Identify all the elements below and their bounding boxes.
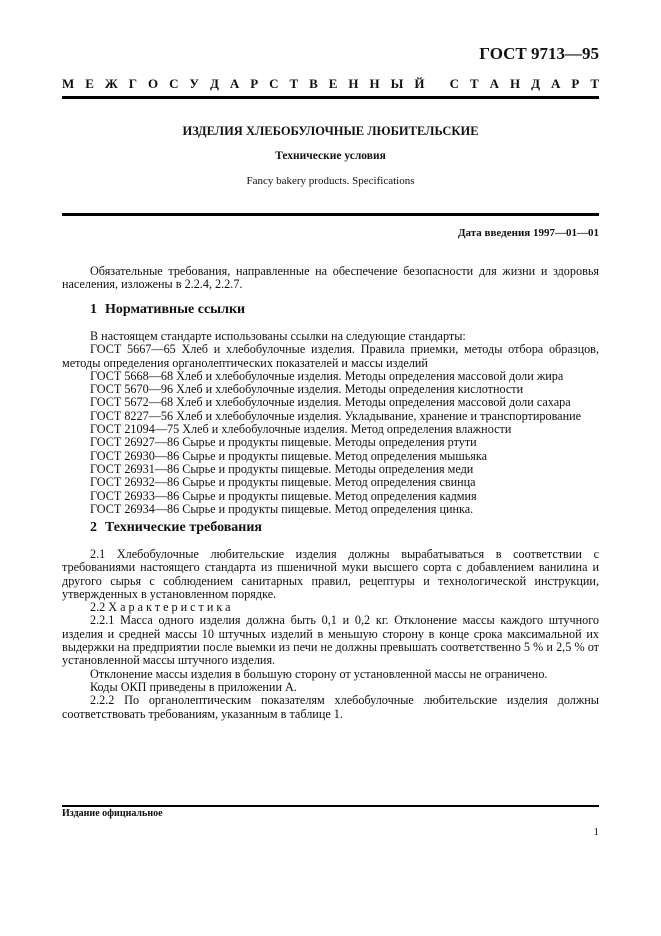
section-1-number: 1 xyxy=(90,302,97,317)
reference-item: ГОСТ 21094—75 Хлеб и хлебобулочные изделия. Метод определения влажности xyxy=(90,422,512,437)
page-number: 1 xyxy=(593,826,599,838)
reference-item: ГОСТ 26933—86 Сырье и продукты пищевые. Метод определения кадмия xyxy=(90,488,477,503)
banner-letter: Т xyxy=(590,76,599,91)
banner-letter: А xyxy=(489,76,500,91)
banner-letter: Д xyxy=(531,76,541,91)
banner-letter: Р xyxy=(250,76,259,91)
banner-letter: Й xyxy=(414,76,425,91)
reference-item: ГОСТ 26927—86 Сырье и продукты пищевые. Методы определения ртути xyxy=(90,435,477,450)
banner-letter: Т xyxy=(289,76,299,91)
paragraph-deviation: Отклонение массы изделия в большую сторону от установленной массы не ограничено. xyxy=(90,666,548,681)
banner-letter: Ы xyxy=(390,76,404,91)
paragraph-2-2-1: 2.2.1 Масса одного изделия должна быть 0,1 и 0,2 кг. Отклонение массы каждого штучного изделия и средней массы 10 штучных изделий в меньшую сторону в конце срока максимальной их выдержки на предприятии после выемки из печи не должны превышать соответственно 5 % и 2,5 % от установленной массы штучного изделия. xyxy=(62,613,599,668)
paragraph-2-2-title: Характеристика xyxy=(108,600,234,615)
document-subtitle: Технические условия xyxy=(275,150,386,162)
paragraph-2-2-2: 2.2.2 По органолептическим показателям хлебобулочные любительские изделия должны соответствовать требованиям, указанным в таблице 1. xyxy=(62,693,599,721)
footer-rule xyxy=(62,805,599,807)
banner-letter: Н xyxy=(369,76,380,91)
paragraph-2-2-number: 2.2 xyxy=(90,600,106,615)
banner-letter: У xyxy=(189,76,199,91)
reference-item: ГОСТ 5667—65 Хлеб и хлебобулочные изделия. Правила приемки, методы отбора образцов, методы определения органолептических показателей и массы изделий xyxy=(62,342,599,370)
date-of-introduction: Дата введения 1997—01—01 xyxy=(457,227,599,239)
banner-letter: Р xyxy=(571,76,580,91)
banner-letter: Ж xyxy=(104,76,118,91)
reference-item: ГОСТ 5672—68 Хлеб и хлебобулочные изделия. Методы определения массовой доли сахара xyxy=(90,395,571,410)
interstate-standard-banner xyxy=(62,76,599,92)
standard-id: ГОСТ 9713—95 xyxy=(479,44,599,63)
section-2-number: 2 xyxy=(90,520,97,535)
banner-letter: Д xyxy=(209,76,219,91)
banner-letter: С xyxy=(449,76,460,91)
banner-letter: М xyxy=(62,76,75,91)
banner-letter: Н xyxy=(510,76,521,91)
banner-letter: А xyxy=(229,76,240,91)
section-2-title: Технические требования xyxy=(105,520,262,535)
banner-letter xyxy=(435,76,438,92)
reference-item: ГОСТ 5668—68 Хлеб и хлебобулочные изделия. Методы определения массовой доли жира xyxy=(90,368,564,383)
paragraph-okp-codes: Коды ОКП приведены в приложении А. xyxy=(90,679,297,694)
reference-item: ГОСТ 8227—56 Хлеб и хлебобулочные изделия. Укладывание, хранение и транспортирование xyxy=(90,408,582,423)
references-lead: В настоящем стандарте использованы ссылки на следующие стандарты: xyxy=(90,329,466,343)
banner-letter: А xyxy=(551,76,561,91)
reference-item: ГОСТ 26932—86 Сырье и продукты пищевые. Метод определения свинца xyxy=(90,475,476,490)
paragraph-2-2-heading xyxy=(62,601,599,614)
banner-letter: Г xyxy=(128,76,137,91)
document-title: ИЗДЕЛИЯ ХЛЕБОБУЛОЧНЫЕ ЛЮБИТЕЛЬСКИЕ xyxy=(182,124,479,138)
intro-paragraph xyxy=(62,265,599,292)
banner-letter: О xyxy=(147,76,159,91)
banner-letter: В xyxy=(309,76,318,91)
title-rule xyxy=(62,213,599,216)
banner-letter: Н xyxy=(348,76,359,91)
banner-letter: Е xyxy=(328,76,338,91)
intro-text: Обязательные требования, направленные на обеспечение безопасности для жизни и здоровья населения, изложены в 2.2.4, 2.2.7. xyxy=(62,264,599,292)
banner-letter: Т xyxy=(470,76,479,91)
paragraph-2-1: 2.1 Хлебобулочные любительские изделия должны вырабатываться в соответствии с требованиями настоящего стандарта из пшеничной муки высшего сорта с добавлением ванилина и другого сырья с соблюдением санитарных правил, рецептуры и технологической инструкции, утвержденных в установленном порядке. xyxy=(62,547,599,601)
official-edition-label: Издание официальное xyxy=(62,808,163,819)
reference-item: ГОСТ 26934—86 Сырье и продукты пищевые. Метод определения цинка. xyxy=(90,501,474,516)
header-rule xyxy=(62,96,599,99)
section-1-heading xyxy=(90,302,245,318)
reference-item: ГОСТ 26930—86 Сырье и продукты пищевые. Метод определения мышьяка xyxy=(90,448,488,463)
section-1-title: Нормативные ссылки xyxy=(105,302,246,317)
banner-letter: Е xyxy=(85,76,94,91)
section-2-body xyxy=(62,548,599,721)
reference-item: ГОСТ 5670—96 Хлеб и хлебобулочные изделия. Методы определения кислотности xyxy=(90,382,524,397)
reference-item: ГОСТ 26931—86 Сырье и продукты пищевые. Методы определения меди xyxy=(90,461,474,476)
banner-letter: С xyxy=(169,76,179,91)
document-title-english: Fancy bakery products. Specifications xyxy=(246,175,415,187)
section-1-body xyxy=(62,330,599,516)
banner-letter: С xyxy=(269,76,279,91)
section-2-heading xyxy=(90,520,262,536)
